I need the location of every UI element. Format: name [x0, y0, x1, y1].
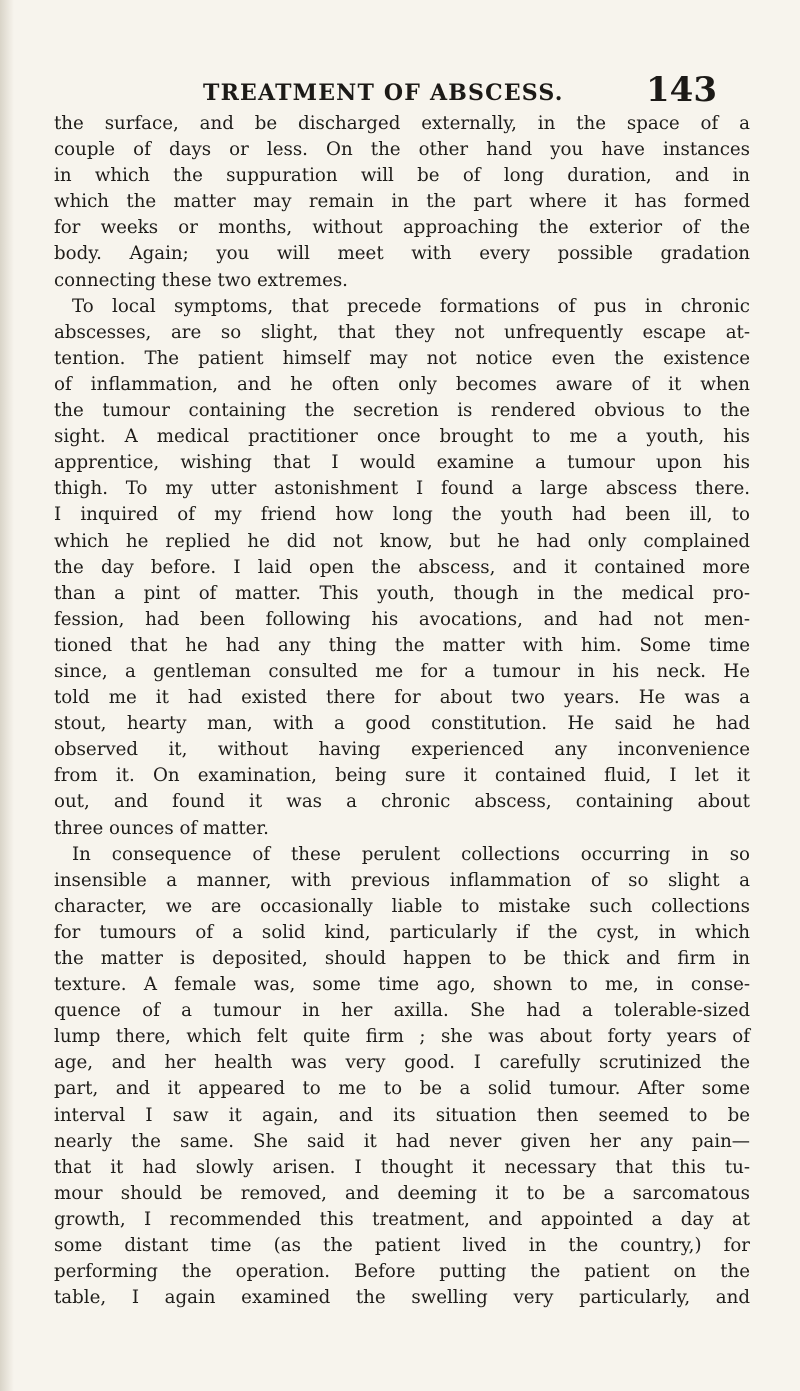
text-line: sight. A medical practitioner once brought to me a youth, his [54, 426, 750, 448]
text-line: table, I again examined the swelling very particularly, and [54, 1287, 750, 1309]
text-line: To local symptoms, that precede formations of pus in chronic [72, 295, 750, 317]
text-line: the tumour containing the secretion is rendered obvious to the [54, 400, 750, 422]
text-line: age, and her health was very good. I carefully scrutinized the [54, 1052, 750, 1074]
running-title: TREATMENT OF ABSCESS. [203, 80, 564, 106]
text-line: which the matter may remain in the part where it has formed [54, 191, 750, 213]
body-text [54, 111, 750, 1311]
page-header [0, 66, 800, 110]
text-line: out, and found it was a chronic abscess, containing about [54, 791, 750, 813]
text-line: stout, hearty man, with a good constitution. He said he had [54, 713, 750, 735]
text-line: tioned that he had any thing the matter with him. Some time [54, 634, 750, 656]
page-number: 143 [646, 70, 717, 110]
text-line: performing the operation. Before putting the patient on the [54, 1261, 750, 1283]
text-line: than a pint of matter. This youth, though in the medical pro- [54, 582, 750, 604]
text-line: the surface, and be discharged externally, in the space of a [54, 113, 750, 134]
page-gutter-shadow [0, 0, 14, 1391]
text-line: interval I saw it again, and its situation then seemed to be [54, 1104, 750, 1126]
text-line: couple of days or less. On the other hand you have instances [54, 139, 750, 161]
text-line: of inflammation, and he often only becomes aware of it when [54, 373, 750, 395]
text-line: apprentice, wishing that I would examine a tumour upon his [54, 452, 750, 474]
text-line: abscesses, are so slight, that they not unfrequently escape at- [54, 321, 750, 343]
text-line: tention. The patient himself may not notice even the existence [54, 347, 750, 369]
text-line: observed it, without having experienced any inconvenience [54, 739, 750, 761]
text-line: I inquired of my friend how long the youth had been ill, to [54, 504, 750, 526]
text-line: which he replied he did not know, but he had only complained [54, 530, 750, 552]
text-line: in which the suppuration will be of long duration, and in [54, 165, 750, 187]
text-line: since, a gentleman consulted me for a tumour in his neck. He [54, 660, 750, 682]
text-line: from it. On examination, being sure it contained fluid, I let it [54, 765, 750, 787]
text-line: lump there, which felt quite firm ; she was about forty years of [54, 1026, 750, 1048]
text-line: insensible a manner, with previous inflammation of so slight a [54, 869, 750, 891]
text-line: the day before. I laid open the abscess, and it contained more [54, 556, 750, 578]
text-line: part, and it appeared to me to be a solid tumour. After some [54, 1078, 750, 1100]
text-line: thigh. To my utter astonishment I found a large abscess there. [54, 478, 750, 500]
text-line: body. Again; you will meet with every possible gradation [54, 243, 750, 265]
text-line: growth, I recommended this treatment, and appointed a day at [54, 1208, 750, 1230]
text-line: texture. A female was, some time ago, shown to me, in conse- [54, 974, 750, 996]
text-line: some distant time (as the patient lived in the country,) for [54, 1235, 750, 1257]
text-line: character, we are occasionally liable to mistake such collections [54, 895, 750, 917]
text-line: that it had slowly arisen. I thought it necessary that this tu- [54, 1156, 750, 1178]
text-line: connecting these two extremes. [54, 269, 348, 291]
text-line: told me it had existed there for about two years. He was a [54, 687, 750, 709]
text-line: fession, had been following his avocations, and had not men- [54, 608, 750, 630]
text-line: quence of a tumour in her axilla. She had a tolerable-sized [54, 1000, 750, 1022]
text-line: In consequence of these perulent collections occurring in so [72, 843, 750, 865]
text-line: three ounces of matter. [54, 817, 269, 839]
text-line: nearly the same. She said it had never given her any pain— [54, 1130, 750, 1152]
text-line: mour should be removed, and deeming it to be a sarcomatous [54, 1182, 750, 1204]
text-line: for tumours of a solid kind, particularly if the cyst, in which [54, 921, 750, 943]
text-line: for weeks or months, without approaching the exterior of the [54, 217, 750, 239]
text-line: the matter is deposited, should happen to be thick and firm in [54, 948, 750, 969]
